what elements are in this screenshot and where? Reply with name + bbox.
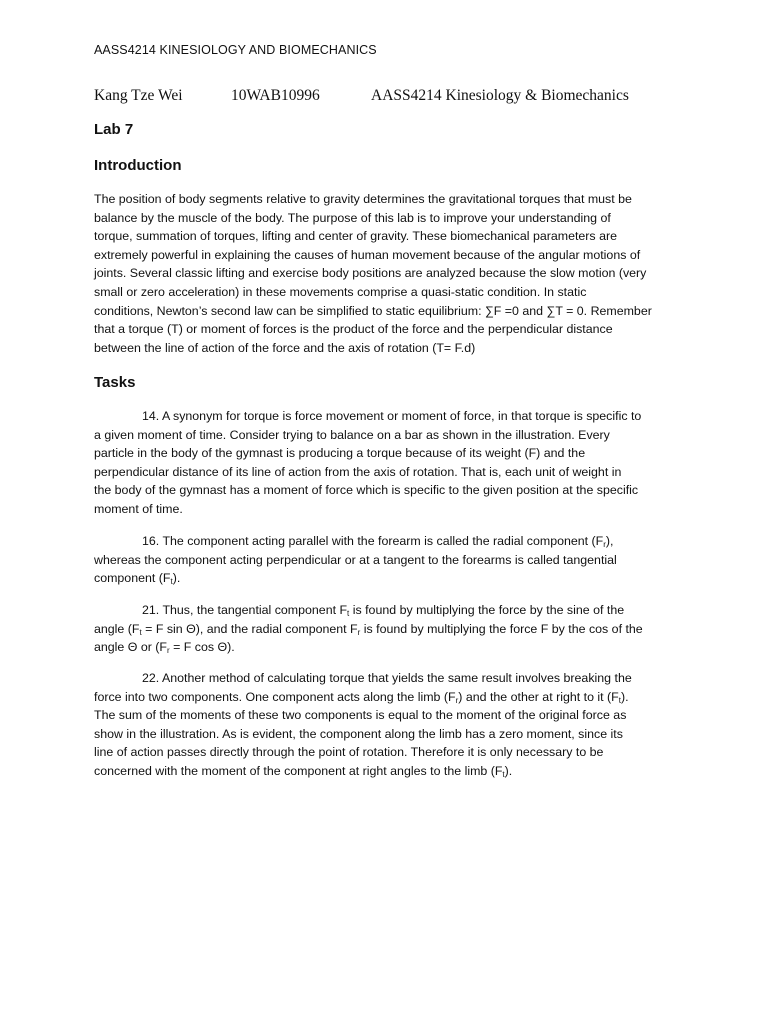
text-run: ). (504, 763, 513, 778)
text-run: ). (172, 571, 181, 586)
paragraph-line: extremely powerful in explaining the causes of human movement because of the angular motions of (94, 247, 641, 262)
text-run: concerned with the moment of the component at right angles to the limb (F (94, 763, 503, 778)
running-header: AASS4214 KINESIOLOGY AND BIOMECHANICS (94, 43, 377, 57)
paragraph-line: 22. Another method of calculating torque that yields the same result involves breaking the (142, 671, 632, 685)
subscript: t (502, 769, 505, 779)
paragraph-line (94, 688, 678, 707)
student-id: 10WAB10996 (231, 87, 320, 104)
paragraph-line (94, 638, 678, 657)
subscript: t (170, 577, 173, 587)
introduction-paragraph (94, 190, 678, 357)
paragraph-line: conditions, Newton’s second law can be simplified to static equilibrium: ∑F =0 and ∑T = 0. Remember (94, 303, 652, 318)
paragraph-line (94, 762, 678, 781)
lab-title: Lab 7 (94, 121, 134, 138)
paragraph-line: a given moment of time. Consider trying to balance on a bar as shown in the illustration. Every (94, 427, 610, 442)
paragraph-line: perpendicular distance of its line of action from the axis of rotation. That is, each unit of weight in (94, 464, 622, 479)
text-run: = F cos Θ). (169, 640, 235, 655)
author-name: Kang Tze Wei (94, 87, 183, 104)
text-run: force into two components. One component acts along the limb (F (94, 689, 456, 704)
paragraph-line: line of action passes directly through the point of rotation. Therefore it is only necessary to be (94, 745, 604, 760)
paragraph-line: joints. Several classic lifting and exercise body positions are analyzed because the slow motion (very (94, 266, 647, 281)
paragraph-line: whereas the component acting perpendicular or at a tangent to the forearms is called tangential (94, 552, 617, 567)
paragraph-line: show in the illustration. As is evident, the component along the limb has a zero moment, since its (94, 726, 623, 741)
paragraph-line: between the line of action of the force and the axis of rotation (T= F.d) (94, 340, 476, 355)
paragraph-line (94, 532, 678, 551)
paragraph-line: torque, summation of torques, lifting and center of gravity. These biomechanical parameters are (94, 229, 617, 244)
task-14-paragraph (94, 407, 678, 519)
text-run: component (F (94, 571, 171, 586)
subscript: r (603, 540, 606, 549)
subscript: t (139, 627, 142, 637)
paragraph-line (94, 620, 678, 639)
paragraph-line: moment of time. (94, 501, 183, 516)
subscript: r (167, 646, 170, 656)
paragraph-line: 14. A synonym for torque is force movement or moment of force, in that torque is specific to (142, 409, 642, 423)
text-run: ) and the other at right to it (F (458, 689, 619, 704)
tasks-heading: Tasks (94, 374, 136, 391)
paragraph-line: the body of the gymnast has a moment of force which is specific to the given position at the specific (94, 483, 639, 498)
task-16-paragraph (94, 532, 678, 588)
paragraph-line: The position of body segments relative to gravity determines the gravitational torques that must be (94, 192, 632, 206)
subscript: t (618, 695, 621, 705)
paragraph-line: that a torque (T) or moment of forces is the product of the force and the perpendicular distance (94, 322, 613, 337)
text-run: ). (620, 689, 629, 704)
paragraph-line: The sum of the moments of these two components is equal to the moment of the original force as (94, 708, 627, 723)
text-run: is found by multiplying the force F by the cos of the (360, 621, 643, 636)
subscript: r (357, 627, 361, 637)
text-run: angle (F (94, 621, 140, 636)
paragraph-line (94, 601, 678, 620)
text-run: = F sin Θ), and the radial component F (141, 621, 358, 636)
text-run: angle Θ or (F (94, 640, 167, 655)
task-22-paragraph (94, 669, 678, 781)
introduction-heading: Introduction (94, 157, 182, 174)
task-21-paragraph (94, 601, 678, 657)
subscript: r (455, 695, 459, 705)
text-run: 16. The component acting parallel with the forearm is called the radial component (F (142, 534, 604, 548)
subscript: t (347, 609, 350, 618)
paragraph-line: balance by the muscle of the body. The purpose of this lab is to improve your understanding of (94, 210, 611, 225)
text-run: 21. Thus, the tangential component F (142, 603, 348, 617)
paragraph-line: particle in the body of the gymnast is producing a torque because of its weight (F) and the (94, 446, 586, 461)
course-title: AASS4214 Kinesiology & Biomechanics (371, 87, 629, 104)
paragraph-line (94, 569, 678, 588)
paragraph-line: small or zero acceleration) in these movements comprise a quasi-static condition. In static (94, 284, 587, 299)
text-run: is found by multiplying the force by the sine of the (349, 603, 625, 617)
text-run: ), (605, 534, 614, 548)
